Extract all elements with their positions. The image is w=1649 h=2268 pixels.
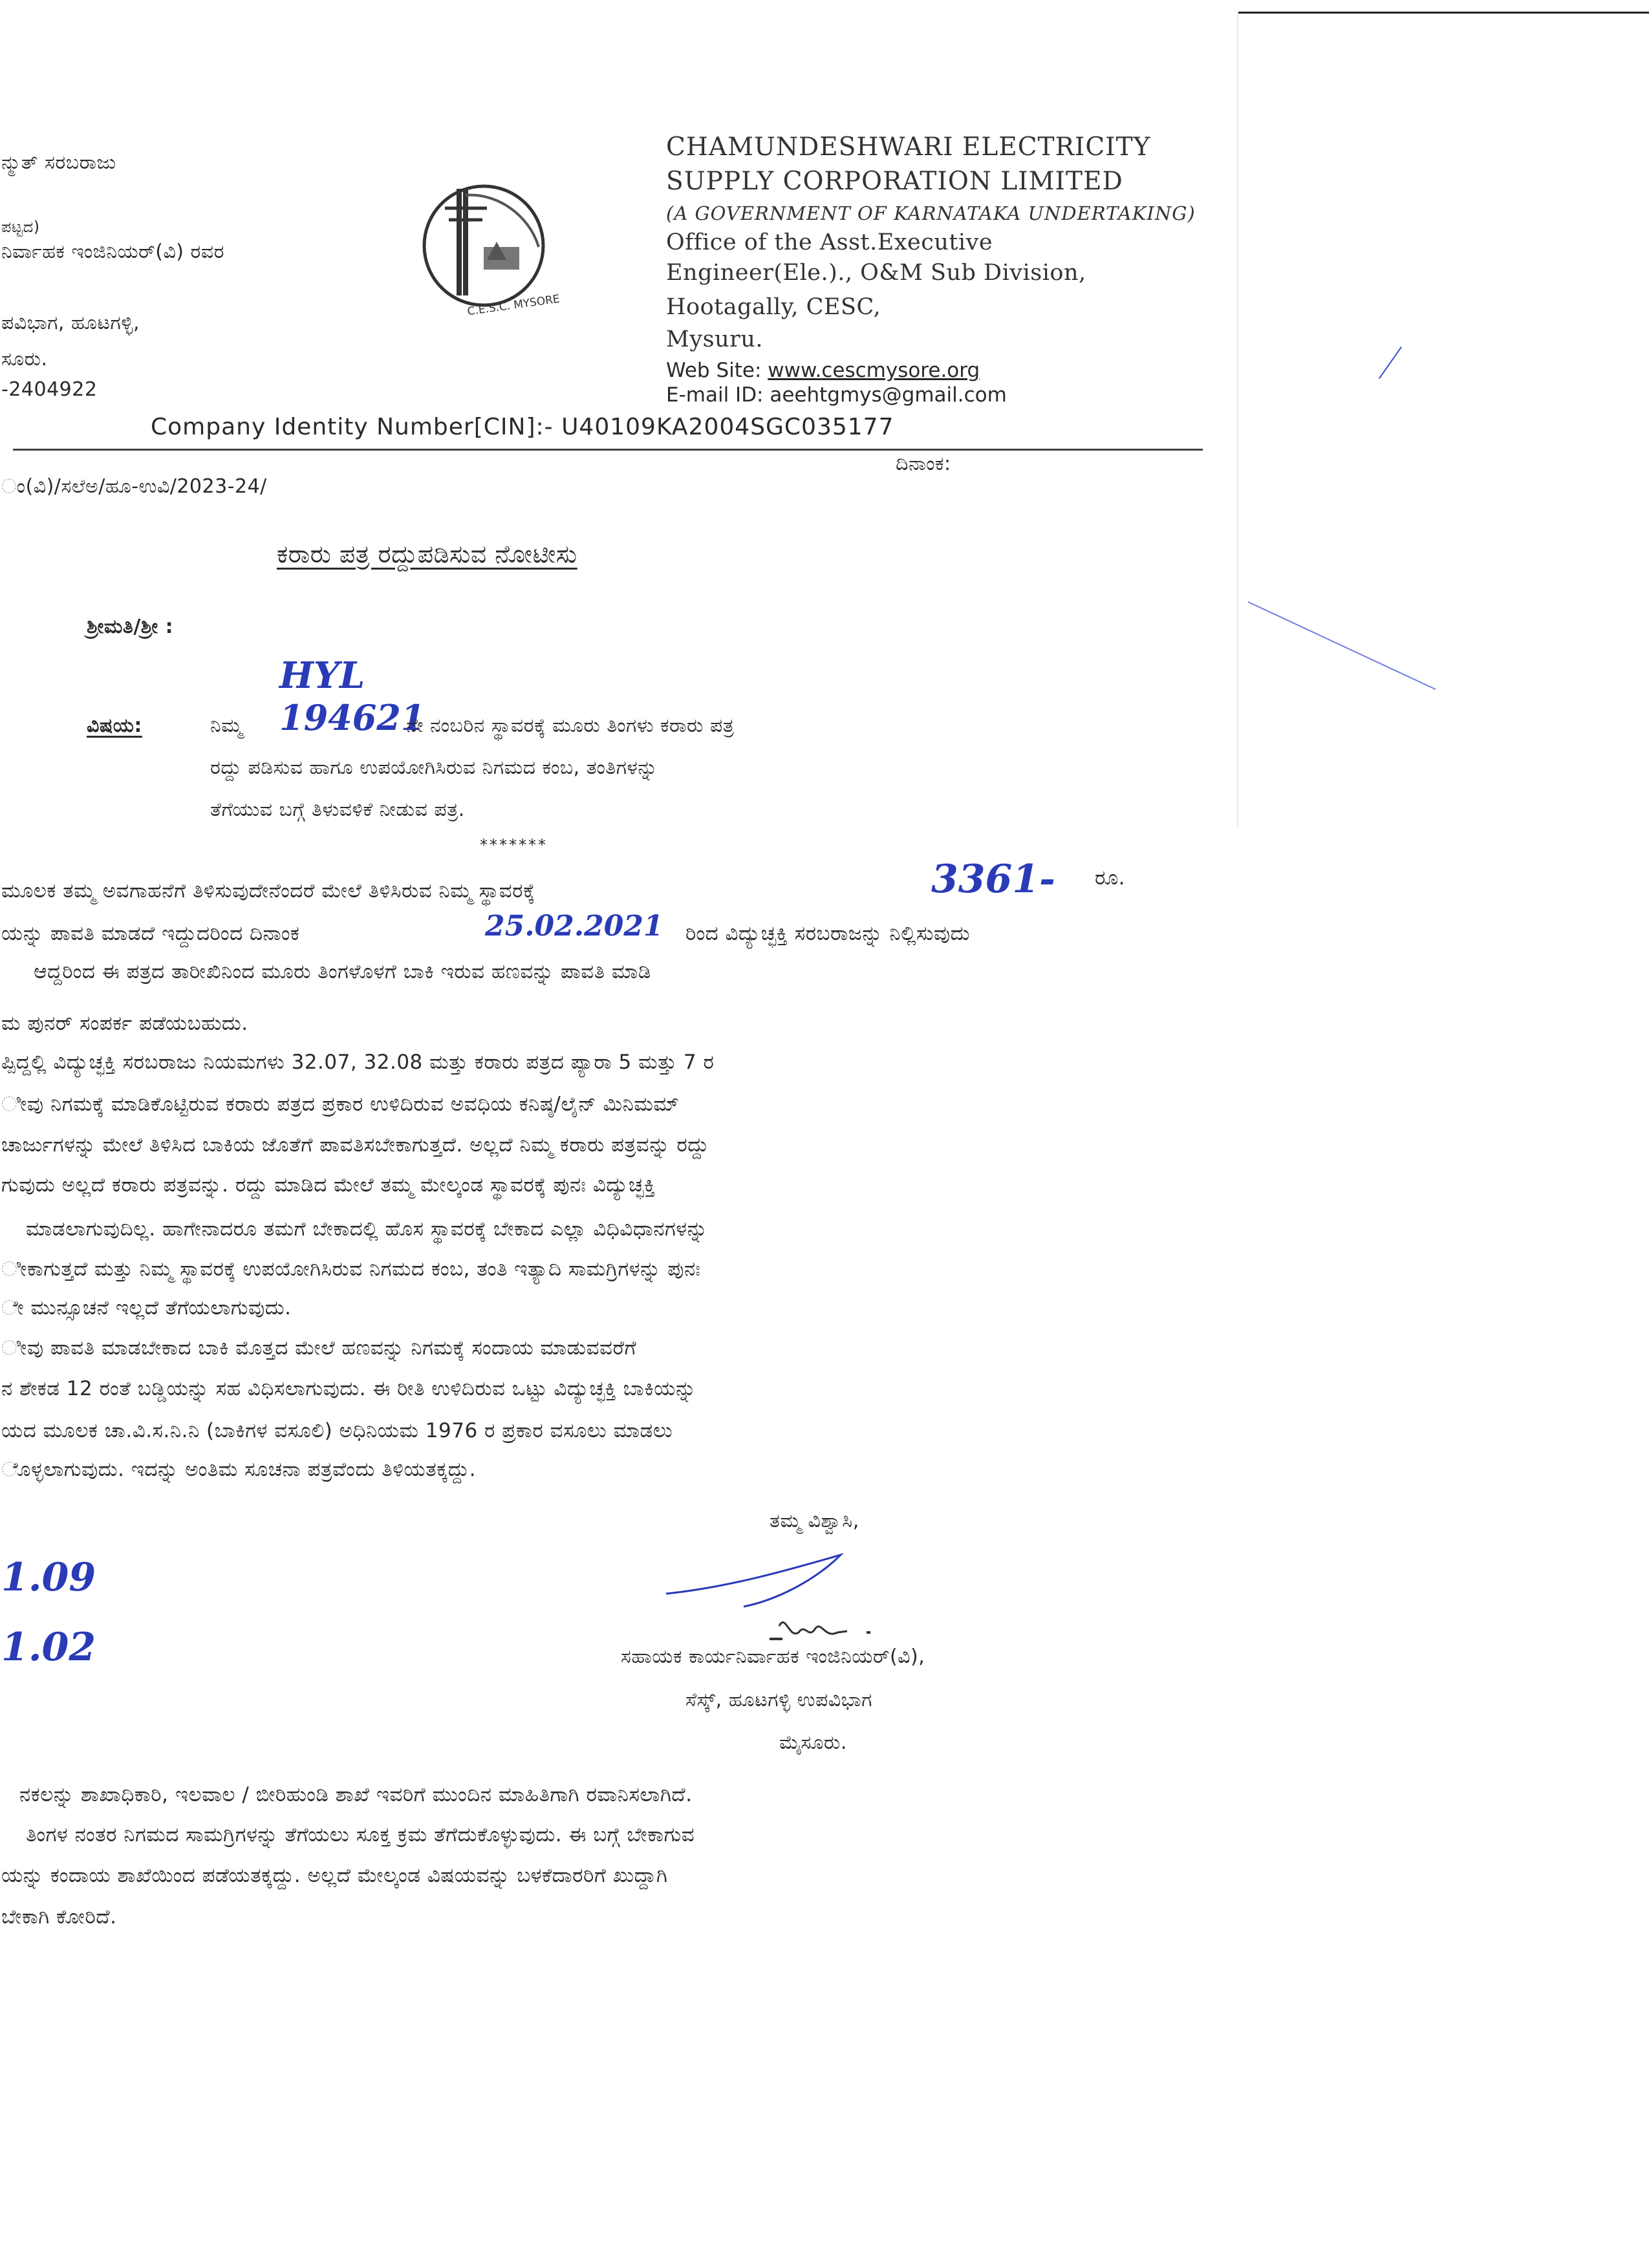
scan-mark: [1379, 347, 1402, 379]
paragraph-line: ೀವು ನಿಗಮಕ್ಕೆ ಮಾಡಿಕೊಟ್ಟಿರುವ ಕರಾರು ಪತ್ರದ ಪ್ರಕಾರ ಉಳಿದಿರುವ ಅವಧಿಯ ಕನಿಷ್ಠ/ಲೈನ್ ಮಿನಿಮಮ್: [1, 1093, 680, 1116]
subject-label: ವಿಷಯ:: [87, 714, 142, 737]
office-line-1: Office of the Asst.Executive: [666, 230, 993, 255]
currency-label: ರೂ.: [1095, 866, 1126, 890]
signatory-city: ಮೈಸೂರು.: [779, 1731, 847, 1754]
signatory-designation: ಸಹಾಯಕ ಕಾರ್ಯನಿರ್ವಾಹಕ ಇಂಜಿನಿಯರ್(ವಿ),: [621, 1645, 925, 1668]
handwritten-installation-number: 194621: [279, 697, 426, 738]
date-label: ದಿನಾಂಕ:: [896, 453, 951, 475]
letterhead-left-line: ನ್ಮುತ್ ಸರಬರಾಜು: [1, 151, 116, 174]
office-line-3: Hootagally, CESC,: [666, 294, 881, 320]
paragraph-line: ೀಕಾಗುತ್ತದೆ ಮತ್ತು ನಿಮ್ಮ ಸ್ಥಾವರಕ್ಕೆ ಉಪಯೋಗಿಸಿರುವ ನಿಗಮದ ಕಂಬ, ತಂತಿ ಇತ್ಯಾದಿ ಸಾಮಗ್ರಿಗಳನ್ನು ಪುನಃ: [1, 1257, 701, 1281]
signatory-office: ಸೆಸ್ಕ್, ಹೂಟಗಳ್ಳಿ ಉಪವಿಭಾಗ: [685, 1689, 872, 1711]
paragraph-line: ೊಳ್ಳಲಾಗುವುದು. ಇದನ್ನು ಅಂತಿಮ ಸೂಚನಾ ಪತ್ರವೆಂದು ತಿಳಿಯತಕ್ಕದ್ದು.: [1, 1458, 477, 1481]
paragraph-line: ಆದ್ದರಿಂದ ಈ ಪತ್ರದ ತಾರೀಖಿನಿಂದ ಮೂರು ತಿಂಗಳೊಳಗೆ ಬಾಕಿ ಇರುವ ಹಣವನ್ನು ಪಾವತಿ ಮಾಡಿ: [34, 960, 651, 983]
website-link[interactable]: www.cescmysore.org: [768, 359, 980, 382]
paragraph-line: ಗುವುದು ಅಲ್ಲದೆ ಕರಾರು ಪತ್ರವನ್ನು. ರದ್ದು ಮಾಡಿದ ಮೇಲೆ ತಮ್ಮ ಮೇಲ್ಕಂಡ ಸ್ಥಾವರಕ್ಕೆ ಪುನಃ ವಿದ್ಯುಚ್ಛಕ್ತಿ: [1, 1173, 656, 1197]
scan-edge-line-vertical: [1237, 12, 1238, 826]
paragraph-line: ರಿಂದ ವಿದ್ಯುಚ್ಛಕ್ತಿ ಸರಬರಾಜನ್ನು ನಿಲ್ಲಿಸುವುದು: [685, 922, 970, 945]
closing: ತಮ್ಮ ವಿಶ್ವಾಸಿ,: [770, 1510, 859, 1532]
paragraph-line: ಪ್ಪಿದ್ದಲ್ಲಿ ವಿದ್ಯುಚ್ಛಕ್ತಿ ಸರಬರಾಜು ನಿಯಮಗಳು 32.07, 32.08 ಮತ್ತು ಕರಾರು ಪತ್ರದ ಪ್ಯಾರಾ 5 ಮತ್ತು 7 ರ: [1, 1051, 715, 1074]
website-line: [666, 359, 980, 382]
handwritten-installation-code: HYL: [279, 654, 365, 697]
notice-title: ಕರಾರು ಪತ್ರ ರದ್ದುಪಡಿಸುವ ನೋಟೀಸು: [277, 540, 577, 568]
copy-note-line: ಯನ್ನು ಕಂದಾಯ ಶಾಖೆಯಿಂದ ಪಡೆಯತಕ್ಕದ್ದು. ಅಲ್ಲದೆ ಮೇಲ್ಕಂಡ ವಿಷಯವನ್ನು ಬಳಕೆದಾರರಿಗೆ ಖುದ್ದಾಗಿ: [1, 1864, 668, 1887]
paragraph-line: ಮ ಪುನರ್ ಸಂಪರ್ಕ ಪಡೆಯಬಹುದು.: [1, 1012, 248, 1035]
letterhead-left-line: -2404922: [1, 378, 98, 401]
logo-text: C.E.S.C. MYSORE: [466, 292, 561, 318]
handwritten-amount: 3361-: [931, 857, 1055, 902]
subject-prefix: ನಿಮ್ಮ: [210, 714, 243, 737]
letterhead-left-line: ಪವಿಭಾಗ, ಹೂಟಗಳ್ಳಿ,: [1, 312, 140, 334]
subject-line: ತೆಗೆಯುವ ಬಗ್ಗೆ ತಿಳುವಳಿಕೆ ನೀಡುವ ಪತ್ರ.: [210, 798, 465, 821]
separator: *******: [480, 836, 548, 854]
letterhead-divider: [13, 449, 1203, 451]
reference-number: ಂ(ವಿ)/ಸಲೆಅ/ಹೂ-ಉವಿ/2023-24/: [1, 475, 267, 498]
paragraph-line: ಮೂಲಕ ತಮ್ಮ ಅವಗಾಹನೆಗೆ ತಿಳಿಸುವುದೇನೆಂದರೆ ಮೇಲೆ ತಿಳಿಸಿರುವ ನಿಮ್ಮ ಸ್ಥಾವರಕ್ಕೆ: [1, 879, 535, 903]
email-line: E-mail ID: aeehtgmys@gmail.com: [666, 383, 1007, 407]
handwritten-date: 25.02.2021: [485, 910, 663, 943]
govt-undertaking-note: (A GOVERNMENT OF KARNATAKA UNDERTAKING): [666, 202, 1196, 224]
paragraph-line: ಯದ ಮೂಲಕ ಚಾ.ವಿ.ಸ.ನಿ.ನಿ (ಬಾಕಿಗಳ ವಸೂಲಿ) ಅಧಿನಿಯಮ 1976 ರ ಪ್ರಕಾರ ವಸೂಲು ಮಾಡಲು: [1, 1419, 673, 1442]
website-label: Web Site:: [666, 359, 762, 382]
copy-note-line: ತಿಂಗಳ ನಂತರ ನಿಗಮದ ಸಾಮಗ್ರಿಗಳನ್ನು ತೆಗೆಯಲು ಸೂಕ್ತ ಕ್ರಮ ತೆಗೆದುಕೊಳ್ಳುವುದು. ಈ ಬಗ್ಗೆ ಬೇಕಾಗುವ: [26, 1823, 695, 1846]
office-line-4: Mysuru.: [666, 326, 764, 352]
subject-line: ನೇ ನಂಬರಿನ ಸ್ಥಾವರಕ್ಕೆ ಮೂರು ತಿಂಗಳು ಕರಾರು ಪತ್ರ: [406, 714, 735, 737]
signature-scribble: [653, 1542, 976, 1652]
letterhead-left-line: ಪಟ್ಟದ): [1, 218, 40, 236]
paragraph-line: ೇ ಮುನ್ಸೂಚನೆ ಇಲ್ಲದೆ ತೆಗೆಯಲಾಗುವುದು.: [1, 1296, 292, 1320]
salutation: ಶ್ರೀಮತಿ/ಶ್ರೀ :: [87, 615, 174, 638]
office-line-2: Engineer(Ele.)., O&M Sub Division,: [666, 260, 1086, 286]
letterhead-left-line: ಸೂರು.: [1, 348, 48, 370]
paragraph-line: ಮಾಡಲಾಗುವುದಿಲ್ಲ. ಹಾಗೇನಾದರೂ ತಮಗೆ ಬೇಕಾದಲ್ಲಿ ಹೊಸ ಸ್ಥಾವರಕ್ಕೆ ಬೇಕಾದ ಎಲ್ಲಾ ವಿಧಿವಿಧಾನಗಳನ್ನು: [26, 1217, 708, 1241]
copy-note-line: ಬೇಕಾಗಿ ಕೋರಿದೆ.: [1, 1905, 117, 1929]
handwritten-margin-note: 1.09: [1, 1555, 96, 1600]
letterhead-left-line: ನಿರ್ವಾಹಕ ಇಂಜಿನಿಯರ್(ವಿ) ರವರ: [1, 241, 225, 263]
paragraph-line: ೀವು ಪಾವತಿ ಮಾಡಬೇಕಾದ ಬಾಕಿ ಮೊತ್ತದ ಮೇಲೆ ಹಣವನ್ನು ನಿಗಮಕ್ಕೆ ಸಂದಾಯ ಮಾಡುವವರೆಗೆ: [1, 1336, 637, 1360]
corp-name-line-2: SUPPLY CORPORATION LIMITED: [666, 167, 1123, 196]
copy-note-line: ನಕಲನ್ನು ಶಾಖಾಧಿಕಾರಿ, ಇಲವಾಲ / ಬೀರಿಹುಂಡಿ ಶಾಖೆ ಇವರಿಗೆ ಮುಂದಿನ ಮಾಹಿತಿಗಾಗಿ ರವಾನಿಸಲಾಗಿದೆ.: [19, 1783, 693, 1806]
paragraph-line: ನ ಶೇಕಡ 12 ರಂತೆ ಬಡ್ಡಿಯನ್ನು ಸಹ ವಿಧಿಸಲಾಗುವುದು. ಈ ರೀತಿ ಉಳಿದಿರುವ ಒಟ್ಟು ವಿದ್ಯುಚ್ಛಕ್ತಿ ಬಾಕಿಯನ್ನು: [1, 1377, 696, 1400]
scan-mark: [1248, 601, 1436, 690]
paragraph-line: ಚಾರ್ಜುಗಳನ್ನು ಮೇಲೆ ತಿಳಿಸಿದ ಬಾಕಿಯ ಜೊತೆಗೆ ಪಾವತಿಸಬೇಕಾಗುತ್ತದೆ. ಅಲ್ಲದೆ ನಿಮ್ಮ ಕರಾರು ಪತ್ರವನ್ನು ರದ್ದು: [1, 1133, 709, 1157]
handwritten-margin-note: 1.02: [1, 1625, 96, 1670]
corp-name-line-1: CHAMUNDESHWARI ELECTRICITY: [666, 133, 1151, 162]
scan-edge-line: [1238, 12, 1649, 14]
company-identity-number: Company Identity Number[CIN]:- U40109KA2004SGC035177: [151, 414, 894, 440]
cesc-logo: [406, 169, 561, 318]
paragraph-line: ಯನ್ನು ಪಾವತಿ ಮಾಡದೆ ಇದ್ದುದರಿಂದ ದಿನಾಂಕ: [1, 922, 300, 945]
subject-line: ರದ್ದು ಪಡಿಸುವ ಹಾಗೂ ಉಪಯೋಗಿಸಿರುವ ನಿಗಮದ ಕಂಬ, ತಂತಿಗಳನ್ನು: [210, 756, 658, 779]
